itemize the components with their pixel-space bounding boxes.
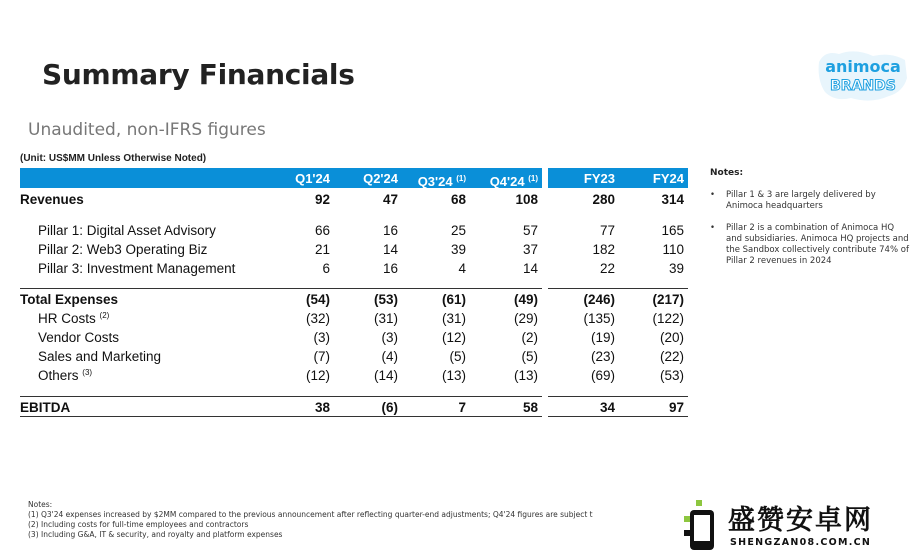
table-cell: (2) [521, 330, 538, 345]
table-row [0, 349, 700, 367]
row-label [38, 368, 92, 383]
table-cell: (31) [373, 311, 398, 326]
footnote-line: (2) Including costs for full-time employees and contractors [28, 520, 249, 529]
row-label [38, 311, 109, 326]
table-cell: (22) [659, 349, 684, 364]
footnote-line: (1) Q3'24 expenses increased by $2MM compared to the previous announcement after reflecting quarter-end adjustments; Q4'24 figures are subject t [28, 510, 593, 519]
table-cell: (61) [441, 292, 466, 307]
bullet-icon: • [710, 223, 716, 233]
table-row [0, 368, 700, 386]
page-subtitle: Unaudited, non-IFRS figures [28, 120, 266, 140]
table-cell: (122) [652, 311, 684, 326]
logo-line2: BRANDS [830, 78, 896, 94]
table-cell: 16 [382, 223, 398, 238]
note-text: Pillar 1 & 3 are largely delivered by Animoca headquarters [726, 190, 876, 211]
table-cell: 110 [662, 242, 684, 257]
footnote-ref: (3) [82, 368, 93, 377]
table-cell: (14) [373, 368, 398, 383]
table-cell: (31) [441, 311, 466, 326]
table-cell: 22 [599, 261, 615, 276]
row-label-text: Revenues [20, 192, 84, 207]
unit-note: (Unit: US$MM Unless Otherwise Noted) [20, 153, 207, 164]
table-cell: 77 [599, 223, 615, 238]
note-item [710, 190, 910, 212]
watermark-url: SHENGZAN08.COM.CN [730, 537, 872, 548]
row-divider [548, 396, 688, 397]
table-row [0, 292, 700, 310]
table-cell: 66 [314, 223, 330, 238]
table-cell: 39 [450, 242, 466, 257]
row-label-text: Vendor Costs [38, 330, 120, 345]
table-cell: (13) [441, 368, 466, 383]
footnote-line: (3) Including G&A, IT & security, and royalty and platform expenses [28, 530, 283, 539]
animoca-brands-logo [815, 48, 911, 111]
row-divider [20, 288, 542, 289]
table-row [0, 223, 700, 241]
footnote-ref: (2) [99, 311, 110, 320]
table-row [0, 192, 700, 210]
logo-line1: animoca [825, 57, 901, 76]
table-row [0, 311, 700, 329]
table-cell: (32) [305, 311, 330, 326]
table-cell: 14 [382, 242, 398, 257]
row-label [38, 330, 119, 345]
table-cell: 14 [522, 261, 538, 276]
table-cell: 4 [458, 261, 466, 276]
column-header [551, 168, 615, 188]
table-cell: 6 [322, 261, 330, 276]
row-label [20, 292, 118, 307]
row-divider [20, 396, 542, 397]
notes-title: Notes: [710, 168, 744, 178]
column-header-label: FY23 [583, 171, 615, 186]
table-cell: 314 [661, 192, 684, 207]
table-cell: (6) [381, 400, 398, 415]
column-header [402, 168, 466, 188]
footnote-ref: (1) [456, 174, 466, 183]
table-cell: 34 [599, 400, 615, 415]
row-label-text: Pillar 3: Investment Management [38, 261, 236, 276]
table-cell: 21 [314, 242, 330, 257]
phone-icon [682, 496, 722, 554]
table-cell: (19) [590, 330, 615, 345]
table-cell: 68 [450, 192, 466, 207]
row-label-text: Others [38, 368, 79, 383]
table-cell: 47 [382, 192, 398, 207]
table-cell: 25 [450, 223, 466, 238]
footnotes [28, 500, 688, 540]
table-cell: (20) [659, 330, 684, 345]
footnote-ref: (1) [528, 174, 538, 183]
table-cell: 97 [668, 400, 684, 415]
table-cell: 182 [592, 242, 615, 257]
table-cell: 38 [314, 400, 330, 415]
column-header [474, 168, 538, 188]
row-label-text: HR Costs [38, 311, 96, 326]
row-divider [20, 416, 542, 417]
table-cell: (246) [583, 292, 615, 307]
column-header [266, 168, 330, 188]
row-label [20, 400, 70, 415]
row-label-text: EBITDA [20, 400, 71, 415]
table-cell: (49) [513, 292, 538, 307]
row-label-text: Total Expenses [20, 292, 119, 307]
column-header [620, 168, 684, 188]
table-cell: (53) [659, 368, 684, 383]
table-cell: (217) [652, 292, 684, 307]
table-cell: (7) [313, 349, 330, 364]
table-cell: (3) [381, 330, 398, 345]
row-label-text: Sales and Marketing [38, 349, 162, 364]
table-cell: (69) [590, 368, 615, 383]
table-cell: 165 [661, 223, 684, 238]
table-cell: (53) [373, 292, 398, 307]
table-cell: (12) [305, 368, 330, 383]
column-header-label: Q2'24 [363, 171, 398, 186]
table-cell: 92 [314, 192, 330, 207]
table-cell: 58 [522, 400, 538, 415]
table-cell: 57 [522, 223, 538, 238]
column-header [334, 168, 398, 188]
row-label [38, 349, 161, 364]
row-label-text: Pillar 1: Digital Asset Advisory [38, 223, 216, 238]
column-header-label: Q1'24 [295, 171, 330, 186]
row-label [38, 223, 216, 238]
table-row [0, 330, 700, 348]
note-item [710, 223, 910, 267]
footnote-line: Notes: [28, 500, 53, 509]
bullet-icon: • [710, 190, 716, 200]
table-cell: (23) [590, 349, 615, 364]
table-cell: (29) [513, 311, 538, 326]
table-cell: (13) [513, 368, 538, 383]
table-cell: 37 [522, 242, 538, 257]
table-cell: (4) [381, 349, 398, 364]
column-header-label: FY24 [652, 171, 684, 186]
table-cell: 108 [515, 192, 538, 207]
table-row [0, 242, 700, 260]
table-cell: (5) [521, 349, 538, 364]
table-cell: 280 [592, 192, 615, 207]
column-header-label: Q4'24 [489, 174, 525, 189]
table-cell: (12) [441, 330, 466, 345]
note-text: Pillar 2 is a combination of Animoca HQ and subsidiaries. Animoca HQ projects and the Sandbox collectively contribute 74% of Pillar 2 revenues in 2024 [726, 223, 909, 266]
site-watermark [680, 496, 924, 556]
column-header-label: Q3'24 [417, 174, 453, 189]
row-label-text: Pillar 2: Web3 Operating Biz [38, 242, 208, 257]
table-cell: (3) [313, 330, 330, 345]
table-cell: (135) [583, 311, 615, 326]
row-divider [548, 416, 688, 417]
table-cell: (5) [449, 349, 466, 364]
row-label [20, 192, 84, 207]
table-cell: 16 [382, 261, 398, 276]
table-row [0, 261, 700, 279]
table-cell: 39 [668, 261, 684, 276]
row-divider [548, 288, 688, 289]
table-cell: (54) [305, 292, 330, 307]
row-label [38, 261, 235, 276]
table-cell: 7 [458, 400, 466, 415]
row-label [38, 242, 207, 257]
page-title: Summary Financials [42, 58, 355, 91]
watermark-text: 盛赞安卓网 [728, 505, 873, 536]
